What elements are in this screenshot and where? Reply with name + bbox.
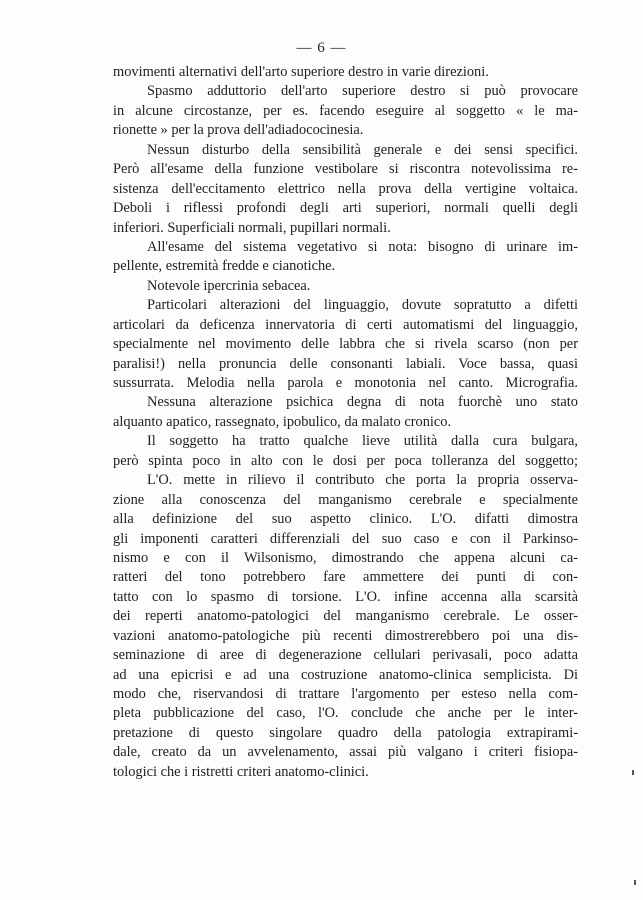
text-line: dale, creato da un avvelenamento, assai più valgano i criteri fisiopa- [113, 744, 578, 761]
text-line: L'O. mette in rilievo il contributo che porta la propria osserva- [147, 472, 578, 489]
text-line: alla definizione del suo aspetto clinico. L'O. difatti dimostra [113, 511, 578, 528]
paragraph [113, 393, 578, 432]
text-line: Spasmo adduttorio dell'arto superiore destro si può provocare [147, 83, 578, 100]
text-line: pretazione di questo singolare quadro della patologia extrapirami- [113, 724, 578, 741]
body-text [113, 63, 578, 782]
text-line: inferiori. Superficiali normali, pupillari normali. [113, 219, 391, 236]
text-line: tologici che i ristretti criteri anatomo-clinici. [113, 763, 369, 780]
text-line: alquanto apatico, rassegnato, ipobulico, da malato cronico. [113, 413, 452, 430]
text-line: Il soggetto ha tratto qualche lieve utilità dalla cura bulgara, [147, 433, 578, 450]
text-line: All'esame del sistema vegetativo si nota: bisogno di urinare im- [147, 238, 578, 255]
text-line: seminazione di aree di degenerazione cellulari perivasali, poco adatta [113, 647, 578, 664]
scan-mark [632, 770, 634, 775]
text-line: in alcune circostanze, per es. facendo eseguire al soggetto « le ma- [113, 102, 578, 119]
paragraph [113, 277, 578, 296]
text-line: Però all'esame della funzione vestibolare si riscontra notevolissima re- [113, 161, 578, 178]
text-line: ad una epicrisi e ad una costruzione anatomo-clinica semplicista. Di [113, 666, 578, 683]
text-line: ratteri del tono potrebbero fare ammettere dei punti di con- [113, 569, 578, 586]
text-line: Deboli i riflessi profondi degli arti superiori, normali quelli degli [113, 200, 578, 217]
text-line: sussurrata. Melodia nella parola e monotonia nel canto. Micrografia. [113, 375, 578, 391]
text-line: però spinta poco in alto con le dosi per poca tolleranza del soggetto; [113, 452, 578, 469]
text-line: vazioni anatomo-patologiche più recenti dimostrerebbero poi una dis- [113, 627, 578, 644]
text-line: dei reperti anatomo-patologici del manganismo cerebrale. Le osser- [113, 608, 578, 625]
paragraph [113, 296, 578, 393]
text-line: modo che, riservandosi di trattare l'argomento per esteso nella com- [113, 686, 578, 702]
paragraph [113, 432, 578, 471]
text-line: rionette » per la prova dell'adiadococinesia. [113, 122, 364, 139]
text-line: paralisi!) nella pronuncia delle consonanti labiali. Voce bassa, quasi [113, 355, 578, 372]
text-line: pleta pubblicazione del caso, l'O. conclude che anche per le inter- [113, 705, 578, 722]
text-line: specialmente nel movimento delle labbra che si rivela scarso (non per [113, 336, 578, 353]
text-line: articolari da deficenza innervatoria di certi automatismi del linguaggio, [113, 316, 578, 333]
scan-mark [634, 880, 636, 885]
text-line: movimenti alternativi dell'arto superiore destro in varie direzioni. [113, 64, 489, 80]
paragraph [113, 63, 578, 82]
text-line: Nessuna alterazione psichica degna di nota fuorchè uno stato [147, 394, 578, 411]
text-line: pellente, estremità fredde e cianotiche. [113, 258, 336, 275]
paragraph [113, 471, 578, 782]
paragraph [113, 141, 578, 238]
paragraph [113, 238, 578, 277]
text-line: Notevole ipercrinia sebacea. [147, 277, 311, 294]
text-line: tatto con lo spasmo di torsione. L'O. infine accenna alla scarsità [113, 588, 578, 605]
text-line: Nessun disturbo della sensibilità generale e dei sensi specifici. [147, 141, 578, 158]
paragraph [113, 82, 578, 140]
page-number: — 6 — [296, 40, 347, 56]
text-line: nismo e con il Wilsonismo, dimostrando che appena alcuni ca- [113, 549, 578, 566]
text-line: zione alla conoscenza del manganismo cerebrale e specialmente [113, 491, 578, 508]
text-line: Particolari alterazioni del linguaggio, dovute sopratutto a difetti [147, 297, 578, 314]
text-line: gli imponenti caratteri differenziali del suo caso e con il Parkinso- [113, 530, 578, 547]
text-line: sistenza dell'eccitamento elettrico nella prova della vertigine voltaica. [113, 180, 578, 197]
